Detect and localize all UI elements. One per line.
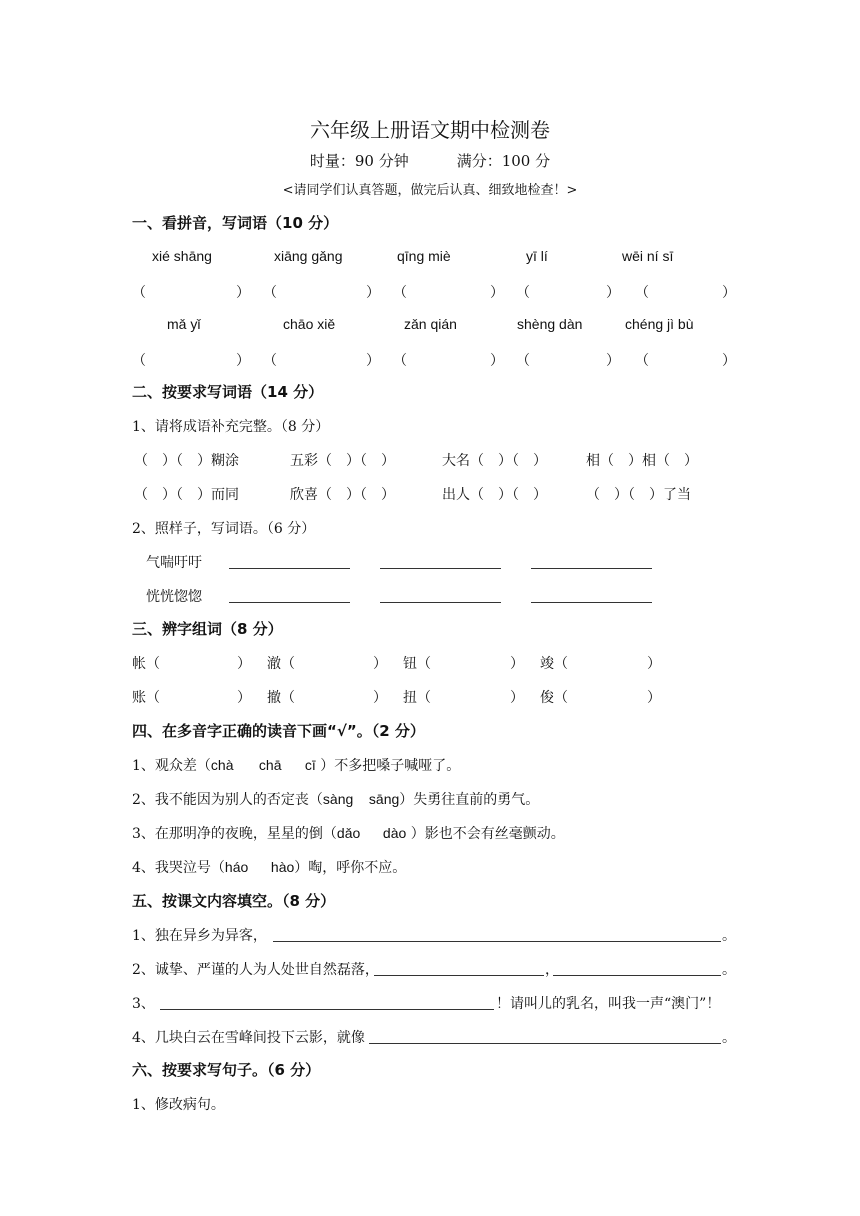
- char-item: 帐（: [132, 656, 160, 672]
- close-bracket: ）: [237, 690, 251, 706]
- polyphone-4: [132, 857, 406, 877]
- close-bracket: ）: [490, 285, 504, 301]
- period: 。: [722, 962, 736, 978]
- sentence-end: ）失勇往直前的勇气。: [399, 792, 540, 808]
- pinyin-9: shèng dàn: [517, 316, 583, 332]
- answer-line[interactable]: [160, 1009, 494, 1010]
- reading-option[interactable]: chā: [258, 757, 282, 773]
- reading-option[interactable]: háo: [224, 859, 249, 875]
- pinyin-2: xiāng gǎng: [274, 248, 343, 264]
- char-item: 俊（: [540, 690, 568, 706]
- open-bracket: （: [635, 353, 649, 369]
- question-2-1: 1、请将成语补充完整。（8 分）: [132, 419, 330, 435]
- open-bracket: （: [516, 285, 530, 301]
- reading-option[interactable]: chà: [210, 757, 234, 773]
- sentence-end: ）不多把嗓子喊哑了。: [315, 758, 461, 774]
- close-bracket: ）: [237, 656, 251, 672]
- close-bracket: ）: [236, 353, 250, 369]
- char-item: 澈（: [267, 656, 295, 672]
- reading-option[interactable]: dǎo: [336, 825, 361, 841]
- close-bracket: ）: [490, 353, 504, 369]
- close-bracket: ）: [722, 353, 736, 369]
- char-item: 钮（: [403, 656, 431, 672]
- close-bracket: ）: [722, 285, 736, 301]
- answer-line[interactable]: [380, 568, 501, 569]
- page-title: 六年级上册语文期中检测卷: [310, 118, 550, 142]
- close-bracket: ）: [647, 656, 661, 672]
- close-bracket: ）: [236, 285, 250, 301]
- pinyin-1: xié shāng: [152, 248, 212, 264]
- open-bracket: （: [263, 285, 277, 301]
- exam-note: <请同学们认真答题，做完后认真、细致地检查！>: [282, 183, 578, 198]
- pinyin-7: chāo xiě: [283, 316, 336, 332]
- answer-line[interactable]: [229, 568, 350, 569]
- question-2-2: 2、照样子，写词语。（6 分）: [132, 521, 316, 537]
- idiom-item: 欣喜（ ）（ ）: [290, 487, 395, 503]
- polyphone-2: [132, 789, 539, 809]
- answer-line[interactable]: [531, 602, 652, 603]
- section-6-title: 六、按要求写句子。（6 分）: [132, 1061, 321, 1079]
- reading-option[interactable]: sāng: [368, 791, 400, 807]
- close-bracket: ）: [373, 690, 387, 706]
- open-bracket: （: [263, 353, 277, 369]
- period: 。: [722, 928, 736, 944]
- idiom-item: （ ）（ ）糊涂: [134, 453, 239, 469]
- idiom-item: 出人（ ）（ ）: [442, 487, 547, 503]
- polyphone-3: [132, 823, 565, 843]
- exam-info: [0, 150, 860, 171]
- answer-line[interactable]: [531, 568, 652, 569]
- close-bracket: ）: [373, 656, 387, 672]
- section-5-title: 五、按课文内容填空。（8 分）: [132, 892, 336, 910]
- fill-prompt-2: 2、诚挚、严谨的人为人处世自然磊落，: [132, 962, 379, 978]
- fill-prompt-3: 3、: [132, 996, 155, 1012]
- example-word-1: 气喘吁吁: [146, 555, 202, 571]
- example-word-2: 恍恍惚惚: [146, 589, 202, 605]
- section-1-title: 一、看拼音，写词语（10 分）: [132, 214, 339, 232]
- answer-line[interactable]: [369, 1043, 721, 1044]
- open-bracket: （: [132, 353, 146, 369]
- reading-option[interactable]: sàng: [322, 791, 354, 807]
- sentence-end: ）啕，呼你不应。: [294, 860, 407, 876]
- sentence-start: 4、我哭泣号（: [132, 860, 225, 876]
- answer-line[interactable]: [273, 941, 721, 942]
- idiom-item: 五彩（ ）（ ）: [290, 453, 395, 469]
- char-item: 扭（: [403, 690, 431, 706]
- sentence-end: ）影也不会有丝毫颤动。: [406, 826, 565, 842]
- close-bracket: ）: [647, 690, 661, 706]
- answer-line[interactable]: [229, 602, 350, 603]
- fill-prompt-3-end: ！请叫儿的乳名，叫我一声“澳门”！: [496, 996, 721, 1012]
- section-3-title: 三、辨字组词（8 分）: [132, 620, 283, 638]
- answer-line[interactable]: [374, 975, 544, 976]
- close-bracket: ）: [606, 285, 620, 301]
- pinyin-10: chéng jì bù: [625, 316, 694, 332]
- idiom-item: （ ）（ ）而同: [134, 487, 239, 503]
- open-bracket: （: [393, 353, 407, 369]
- question-6-1: 1、修改病句。: [132, 1097, 225, 1113]
- close-bracket: ）: [510, 690, 524, 706]
- char-item: 撤（: [267, 690, 295, 706]
- polyphone-1: [132, 755, 460, 775]
- period: 。: [722, 1030, 736, 1046]
- idiom-item: 大名（ ）（ ）: [442, 453, 547, 469]
- open-bracket: （: [393, 285, 407, 301]
- close-bracket: ）: [510, 656, 524, 672]
- close-bracket: ）: [366, 353, 380, 369]
- char-item: 账（: [132, 690, 160, 706]
- sentence-start: 1、观众差（: [132, 758, 211, 774]
- answer-line[interactable]: [380, 602, 501, 603]
- fill-prompt-4: 4、几块白云在雪峰间投下云影，就像: [132, 1030, 365, 1046]
- char-item: 竣（: [540, 656, 568, 672]
- pinyin-8: zǎn qián: [404, 316, 457, 332]
- sentence-start: 2、我不能因为别人的否定丧（: [132, 792, 323, 808]
- comma: ，: [545, 962, 559, 978]
- pinyin-6: mǎ yǐ: [167, 316, 201, 332]
- reading-option[interactable]: cī: [304, 757, 316, 773]
- pinyin-3: qīng miè: [397, 248, 451, 264]
- pinyin-4: yī lí: [526, 248, 548, 264]
- section-2-title: 二、按要求写词语（14 分）: [132, 383, 324, 401]
- idiom-item: 相（ ）相（ ）: [586, 453, 698, 469]
- fill-prompt-1: 1、独在异乡为异客，: [132, 928, 267, 944]
- reading-option[interactable]: dào: [382, 825, 407, 841]
- reading-option[interactable]: hào: [270, 859, 295, 875]
- open-bracket: （: [132, 285, 146, 301]
- pinyin-5: wēi ní sī: [622, 248, 674, 264]
- close-bracket: ）: [366, 285, 380, 301]
- time-limit: 时量：90 分钟: [309, 152, 409, 170]
- close-bracket: ）: [606, 353, 620, 369]
- open-bracket: （: [635, 285, 649, 301]
- section-4-title: 四、在多音字正确的读音下画“√”。（2 分）: [132, 722, 425, 740]
- open-bracket: （: [516, 353, 530, 369]
- sentence-start: 3、在那明净的夜晚，星星的倒（: [132, 826, 337, 842]
- answer-line[interactable]: [553, 975, 721, 976]
- full-score: 满分：100 分: [456, 152, 551, 170]
- idiom-item: （ ）（ ）了当: [586, 487, 691, 503]
